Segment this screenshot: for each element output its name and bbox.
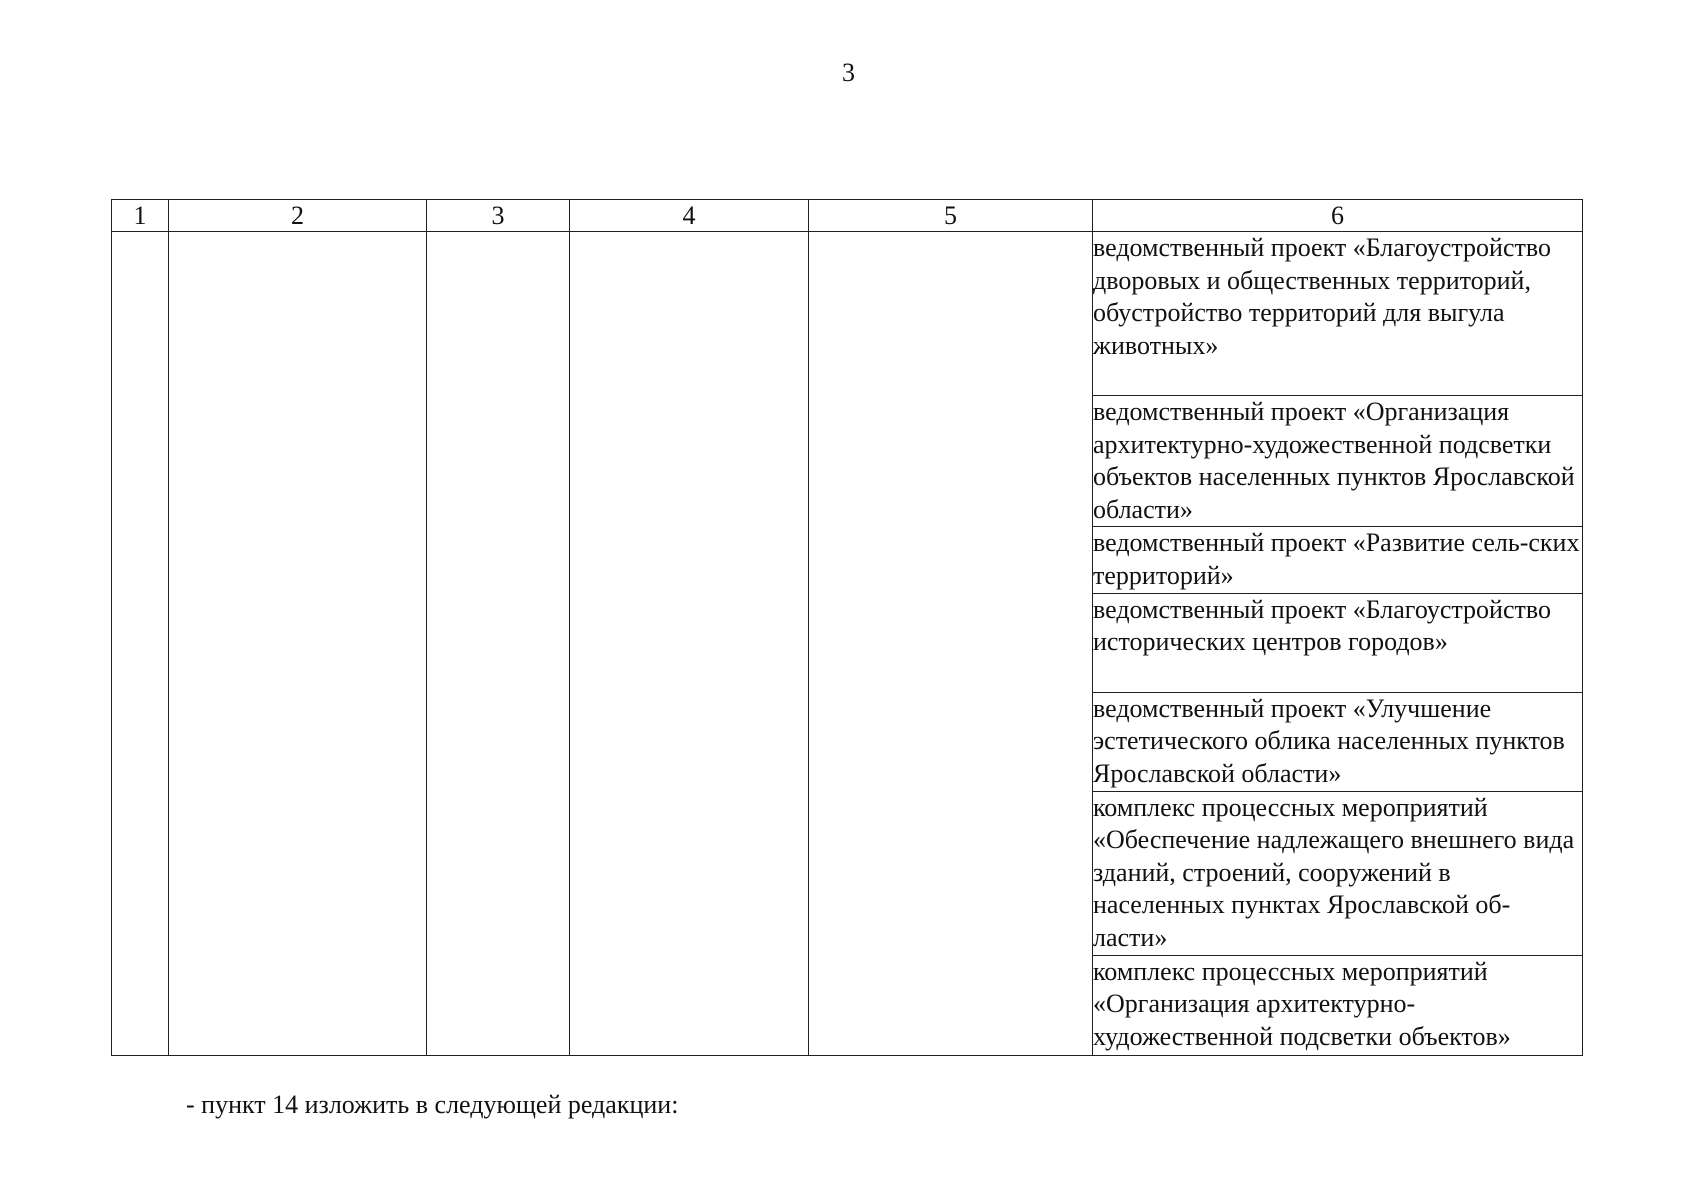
- column-header-2: 2: [169, 200, 427, 232]
- empty-cell-col3: [427, 232, 570, 1056]
- column-header-4: 4: [570, 200, 809, 232]
- program-entry-6: комплекс процессных мероприятий «Обеспечение надлежащего внешнего вида зданий, строений, сооружений в населенных пунктах Ярославской об-ласти»: [1093, 791, 1583, 955]
- column-header-5: 5: [809, 200, 1093, 232]
- column-header-3: 3: [427, 200, 570, 232]
- program-entry-3: ведомственный проект «Развитие сель-ских территорий»: [1093, 527, 1583, 593]
- table-row: [112, 232, 1583, 396]
- empty-cell-col2: [169, 232, 427, 1056]
- empty-cell-col5: [809, 232, 1093, 1056]
- program-entry-2: ведомственный проект «Организация архитектурно-художественной подсветки объектов населенных пунктов Ярославской области»: [1093, 396, 1583, 527]
- table-header-row: [112, 200, 1583, 232]
- program-entry-4: ведомственный проект «Благоустройство исторических центров городов»: [1093, 593, 1583, 692]
- amendment-instruction: - пункт 14 изложить в следующей редакции:: [186, 1090, 679, 1119]
- program-entry-7: комплекс процессных мероприятий «Организация архитектурно-художественной подсветки объектов»: [1093, 955, 1583, 1055]
- empty-cell-col4: [570, 232, 809, 1056]
- program-entry-1: ведомственный проект «Благоустройство дворовых и общественных территорий, обустройство территорий для выгула животных»: [1093, 232, 1583, 396]
- program-entry-5: ведомственный проект «Улучшение эстетического облика населенных пунктов Ярославской области»: [1093, 692, 1583, 791]
- column-header-1: 1: [112, 200, 169, 232]
- continuation-table: [111, 199, 1583, 1056]
- empty-cell-col1: [112, 232, 169, 1056]
- page-number: 3: [842, 58, 855, 87]
- column-header-6: 6: [1093, 200, 1583, 232]
